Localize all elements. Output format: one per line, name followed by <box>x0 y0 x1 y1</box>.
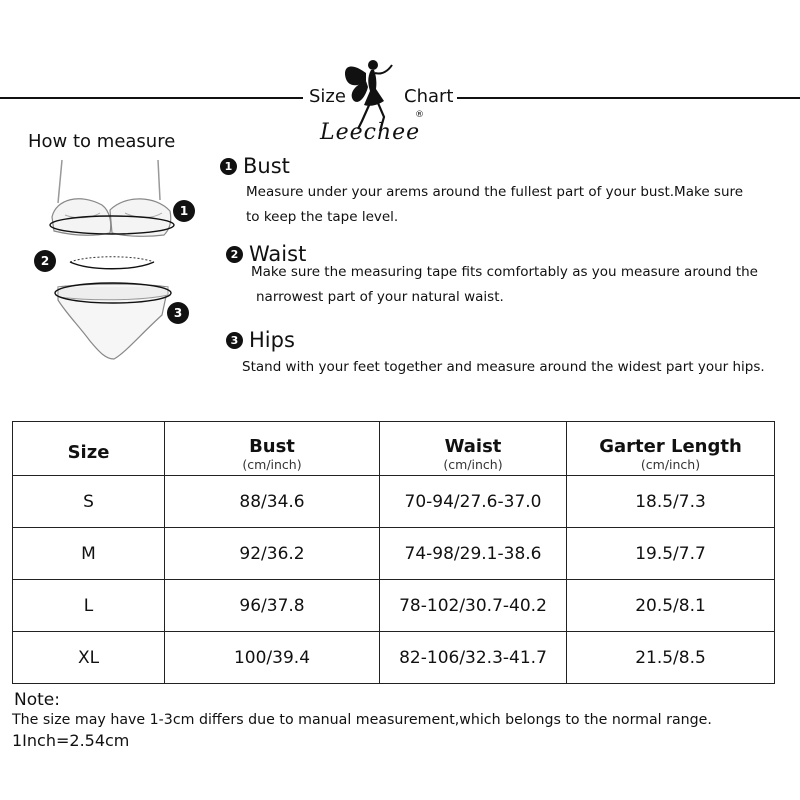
waist-cell: 74-98/29.1-38.6 <box>380 528 567 580</box>
illustration-marker-2: 2 <box>34 250 56 272</box>
size-cell: L <box>13 580 165 632</box>
bust-cell: 100/39.4 <box>165 632 380 684</box>
header-size-word: Size <box>309 86 346 107</box>
header-chart-word: Chart <box>404 86 454 107</box>
number-1-icon: 1 <box>220 158 237 175</box>
note-title: Note: <box>14 690 60 710</box>
bust-description <box>246 180 743 230</box>
hips-heading <box>226 328 295 352</box>
waist-description <box>251 260 758 310</box>
waist-cell: 70-94/27.6-37.0 <box>380 476 567 528</box>
note-text: The size may have 1-3cm differs due to manual measurement,which belongs to the normal range. <box>12 712 712 728</box>
header-size: Size <box>13 422 165 476</box>
how-to-measure-title: How to measure <box>28 131 176 152</box>
header-garter-length: Garter Length (cm/inch) <box>567 422 775 476</box>
bust-cell: 92/36.2 <box>165 528 380 580</box>
size-table <box>12 421 775 684</box>
hips-description <box>242 355 765 380</box>
garter-cell: 19.5/7.7 <box>567 528 775 580</box>
hips-title: Hips <box>249 328 295 352</box>
garter-cell: 20.5/8.1 <box>567 580 775 632</box>
illustration-marker-1: 1 <box>173 200 195 222</box>
hips-line-1: Stand with your feet together and measure around the widest part your hips. <box>242 359 765 375</box>
header-rule-right <box>457 97 800 99</box>
bust-line-1: Measure under your arems around the fullest part of your bust.Make sure <box>246 184 744 200</box>
illustration-marker-3: 3 <box>167 302 189 324</box>
number-3-icon: 3 <box>226 332 243 349</box>
size-cell: M <box>13 528 165 580</box>
garter-cell: 21.5/8.5 <box>567 632 775 684</box>
header-bust: Bust (cm/inch) <box>165 422 380 476</box>
bust-heading <box>220 154 290 178</box>
inch-conversion: 1Inch=2.54cm <box>12 731 130 750</box>
waist-line-1: Make sure the measuring tape fits comfortably as you measure around the <box>251 264 758 280</box>
header-rule-left <box>0 97 303 99</box>
brand-name: Leechee <box>320 120 421 145</box>
size-cell: XL <box>13 632 165 684</box>
bust-title: Bust <box>243 154 290 178</box>
table-row <box>13 632 775 684</box>
bust-cell: 96/37.8 <box>165 580 380 632</box>
size-cell: S <box>13 476 165 528</box>
waist-cell: 82-106/32.3-41.7 <box>380 632 567 684</box>
header-waist: Waist (cm/inch) <box>380 422 567 476</box>
table-row <box>13 528 775 580</box>
table-header-row <box>13 422 775 476</box>
waist-line-2: narrowest part of your natural waist. <box>256 289 504 305</box>
waist-cell: 78-102/30.7-40.2 <box>380 580 567 632</box>
table-row <box>13 580 775 632</box>
registered-mark: ® <box>415 110 424 120</box>
number-2-icon: 2 <box>226 246 243 263</box>
waist-title: Waist <box>249 242 307 266</box>
table-row <box>13 476 775 528</box>
bust-cell: 88/34.6 <box>165 476 380 528</box>
garter-cell: 18.5/7.3 <box>567 476 775 528</box>
bust-line-2: to keep the tape level. <box>246 209 399 225</box>
